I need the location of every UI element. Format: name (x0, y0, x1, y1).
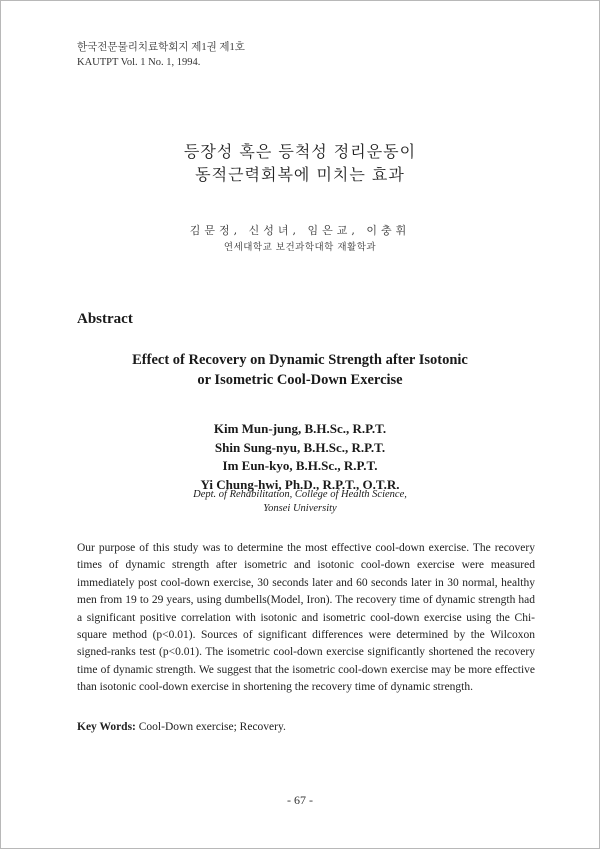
english-title-line-1: Effect of Recovery on Dynamic Strength after Isotonic (132, 352, 468, 368)
korean-authors-block (0, 222, 600, 256)
journal-header (77, 40, 245, 70)
english-title-line-2: or Isometric Cool-Down Exercise (197, 372, 403, 388)
abstract-heading: Abstract (77, 311, 133, 327)
author-line: Yi Chung-hwi, Ph.D., R.P.T., O.T.R. (200, 476, 400, 492)
page-number: - 67 - (287, 793, 313, 807)
korean-title-line-2: 동적근력회복에 미치는 효과 (195, 165, 405, 184)
department-line-2: Yonsei University (263, 503, 337, 514)
english-authors-block (0, 420, 600, 494)
key-words-label: Key Words: (77, 721, 136, 733)
korean-affiliation: 연세대학교 보건과학대학 재활학과 (223, 242, 377, 253)
korean-author-names: 김문정, 신성녀, 임은교, 이충휘 (189, 224, 411, 237)
journal-citation: KAUTPT Vol. 1 No. 1, 1994. (77, 57, 201, 68)
journal-title-korean: 한국전문물리치료학회지 제1권 제1호 (77, 42, 245, 53)
key-words (77, 721, 286, 733)
korean-title (0, 140, 600, 186)
department-affiliation (0, 488, 600, 516)
department-line-1: Dept. of Rehabilitation, College of Health Science, (193, 489, 407, 500)
author-line: Im Eun-kyo, B.H.Sc., R.P.T. (222, 458, 378, 473)
author-line: Kim Mun-jung, B.H.Sc., R.P.T. (213, 421, 387, 436)
author-line: Shin Sung-nyu, B.H.Sc., R.P.T. (214, 439, 386, 455)
abstract-body: Our purpose of this study was to determine the most effective cool-down exercise. The recovery times of dynamic strength after isometric and isotonic cool-down exercise were measured immediately post cool-down exercise, 30 seconds later and 60 seconds later in 30 normal, healthy men from 19 to 29 years, using dumbells(Model, Iron). The recovery time of dynamic strength had a significant positive correlation with isotonic and isometric cool-down exercise using the Chi-square method (p<0.01). Sources of significant differences were determined by the Wilcoxon signed-ranks test (p<0.01). The isometric cool-down exercise significantly shortened the recovery time of dynamic strength. We suggest that the isometric cool-down exercise may be more effective than isotonic cool-down exercise in shortening the recovery time of dynamic strength. (77, 542, 535, 694)
korean-title-line-1: 등장성 혹은 등척성 정리운동이 (183, 142, 417, 161)
key-words-value: Cool-Down exercise; Recovery. (138, 721, 286, 733)
english-title (0, 350, 600, 390)
